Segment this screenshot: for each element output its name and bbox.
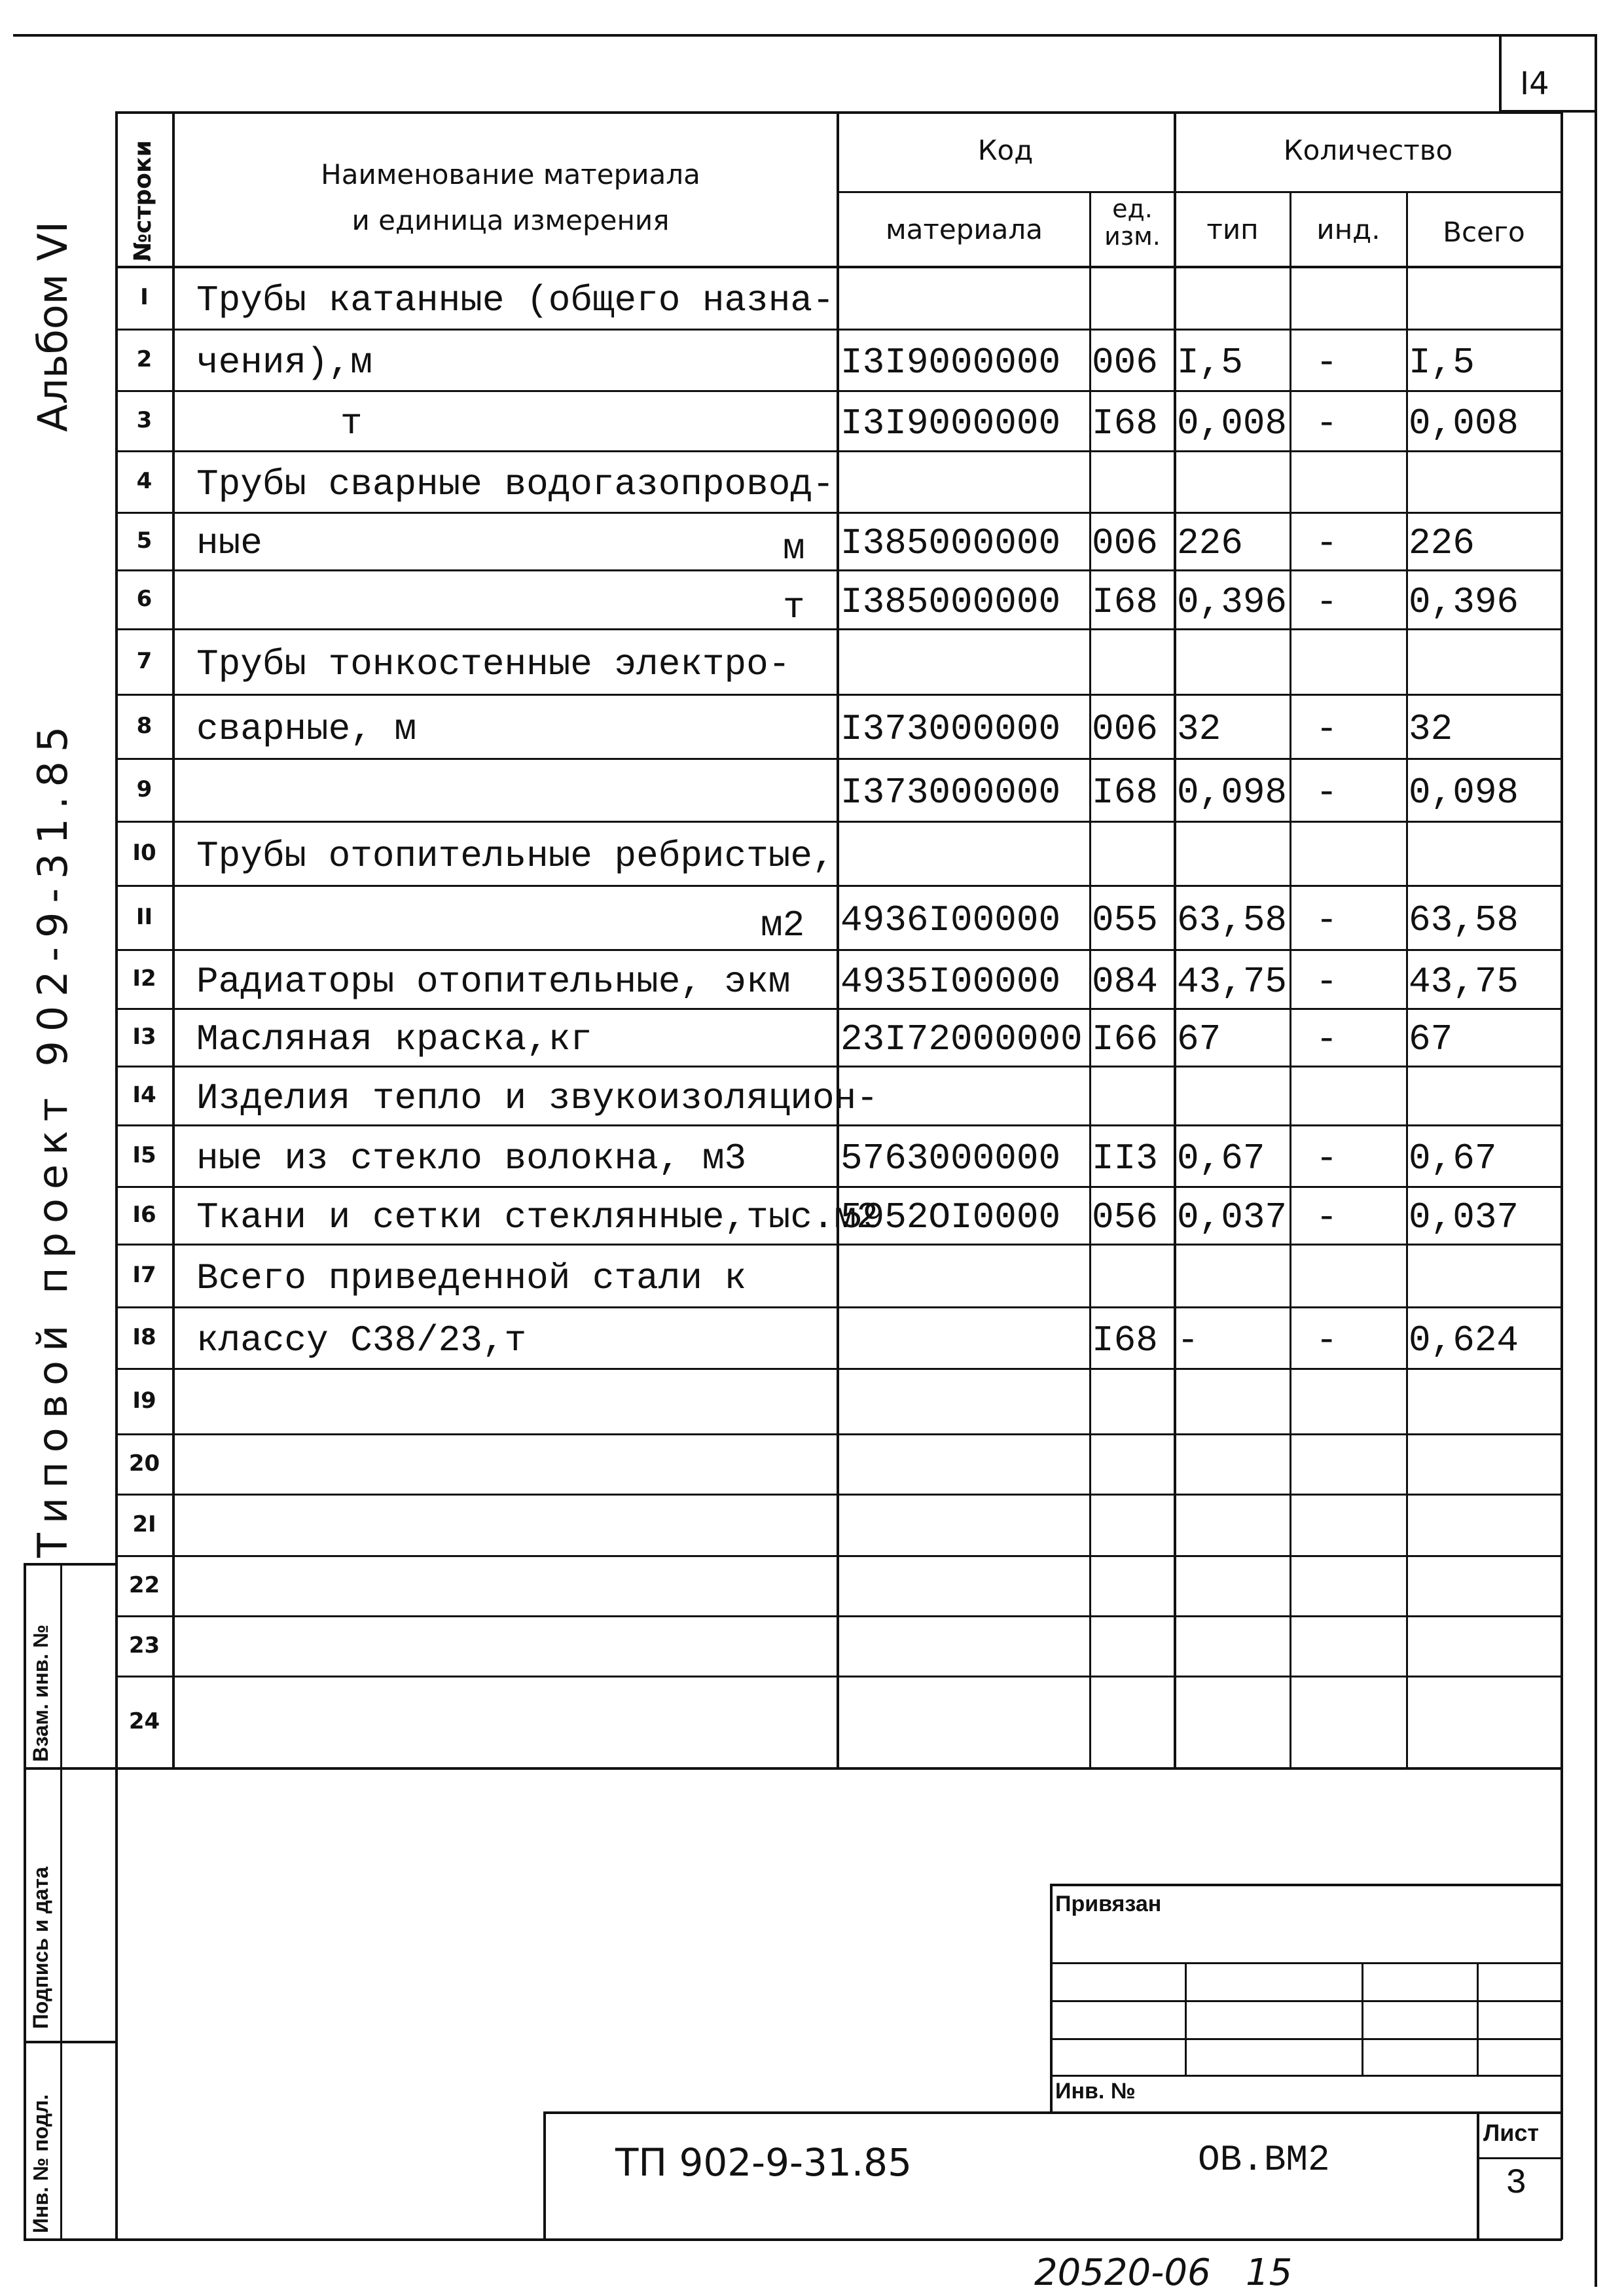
row-separator [115,1767,1562,1769]
header-code-material: материала [885,213,1043,245]
row-name: Всего приведенной стали к [196,1257,747,1299]
row-name: ные [196,522,262,565]
row-code: 4935I00000 [840,960,1061,1003]
tb-col-1 [1185,1962,1187,2076]
sheet-corner-number: I4 [1520,65,1549,102]
row-separator [115,885,1562,887]
row-number: 3 [136,407,153,433]
row-number: 6 [136,586,153,612]
row-name: Радиаторы отопительные, экм [196,960,791,1003]
stamp-sign-label: Подпись и дата [29,1867,52,2029]
row-number: 7 [136,648,153,674]
row-unit: 006 [1092,341,1158,384]
row-name: Ткани и сетки стеклянные,тыс.м2 [196,1196,878,1239]
row-number: I5 [132,1142,156,1168]
row-ind: - [1316,899,1338,941]
row-number: 5 [136,528,153,554]
col-line-2 [837,111,839,1768]
row-number: I3 [132,1024,156,1050]
row-unit: I68 [1092,771,1158,814]
row-ind: - [1316,1018,1338,1061]
row-type: I,5 [1177,341,1243,384]
row-unit: 084 [1092,960,1158,1003]
row-total: 0,008 [1409,402,1519,444]
corner-box-left [1499,34,1502,111]
row-total: 0,624 [1409,1319,1519,1361]
row-name: Трубы сварные водогазопровод- [196,463,835,505]
row-type: 0,098 [1177,771,1288,814]
row-type: 226 [1177,522,1243,565]
tb-inv-label: Инв. № [1055,2079,1136,2104]
row-separator [115,628,1562,630]
row-ind: - [1316,341,1338,384]
tb-col-3 [1477,1962,1479,2076]
row-separator [115,450,1562,452]
row-separator [115,1433,1562,1435]
row-code: I385000000 [840,581,1061,623]
row-ind: - [1316,581,1338,623]
row-separator [115,1555,1562,1557]
row-unit: 006 [1092,522,1158,565]
row-type: - [1177,1319,1199,1361]
tb-sheet-label: Лист [1483,2119,1540,2146]
row-separator [115,390,1562,392]
tb-attached-label: Привязан [1055,1892,1162,1916]
stamp-swap-label: Взам. инв. № [29,1624,52,1762]
row-code: 23I72000000 [840,1018,1083,1061]
row-number: I0 [132,840,156,866]
row-total: I,5 [1409,341,1475,384]
project-label: Типовой проект 902-9-31.85 [29,717,77,1558]
row-number: I9 [132,1388,156,1414]
row-unit: 055 [1092,899,1158,941]
row-name: ные из стекло волокна, м3 [196,1137,747,1179]
row-unit: 006 [1092,708,1158,750]
row-number: I4 [132,1082,156,1108]
row-separator [115,1615,1562,1617]
stamp-outer-left [24,1563,26,2240]
row-number: I [140,284,149,310]
header-code-unit: ед. изм. [1104,194,1161,251]
row-code: I385000000 [840,522,1061,565]
tb-sheet-sep [1477,2157,1562,2159]
row-code: I3I9000000 [840,341,1061,384]
header-qty-ind: инд. [1316,213,1380,245]
tb-col-2 [1362,1962,1363,2076]
row-separator [115,949,1562,951]
row-ind: - [1316,960,1338,1003]
tb-top [1050,1884,1562,1886]
row-ind: - [1316,708,1338,750]
row-name: чения),м [196,341,372,384]
tb-sheet-left [1477,2111,1479,2240]
row-name: т [340,402,363,444]
album-label: Альбом VI [29,221,77,432]
row-separator [115,1186,1562,1188]
row-total: 0,037 [1409,1196,1519,1239]
row-total: 0,396 [1409,581,1519,623]
tb-row-3 [1050,2038,1562,2040]
row-name-unit: м2 [761,904,805,946]
col-line-4 [1174,111,1176,1768]
tb-left [1050,1884,1053,2113]
top-frame-line [13,34,1597,37]
row-type: 63,58 [1177,899,1288,941]
row-type: 0,396 [1177,581,1288,623]
header-row-number: №строки [130,140,156,262]
row-number: I7 [132,1262,156,1288]
table-right-border [1561,111,1563,2240]
row-name: Трубы катанные (общего назна- [196,279,835,321]
row-number: 9 [136,776,153,802]
row-unit: I68 [1092,1319,1158,1361]
row-code: I373000000 [840,708,1061,750]
row-number: I6 [132,1202,156,1228]
header-code-group: Код [977,134,1034,166]
row-code: 5952OI0000 [840,1196,1061,1239]
row-number: I8 [132,1324,156,1350]
row-code: 4936I00000 [840,899,1061,941]
row-separator [115,512,1562,514]
row-separator [115,758,1562,760]
row-separator [115,1676,1562,1677]
row-code: I373000000 [840,771,1061,814]
row-separator [115,1494,1562,1496]
row-name: Изделия тепло и звукоизоляцион- [196,1077,878,1119]
row-number: 8 [136,713,153,739]
row-separator [115,1008,1562,1010]
row-type: 0,008 [1177,402,1288,444]
row-name: сварные, м [196,708,417,750]
row-ind: - [1316,1319,1338,1361]
row-name-unit: т [783,586,805,628]
stamp-top [24,1563,117,1566]
footer-code: 20520-06 15 [1034,2251,1293,2294]
row-unit: II3 [1092,1137,1158,1179]
row-ind: - [1316,1196,1338,1239]
row-separator [115,821,1562,823]
col-line-6 [1406,191,1408,1768]
right-frame-line [1595,34,1597,2287]
row-number: 24 [128,1708,160,1734]
row-total: 226 [1409,522,1475,565]
row-number: 2I [132,1511,156,1537]
row-unit: 056 [1092,1196,1158,1239]
row-number: 23 [128,1632,160,1659]
row-total: 63,58 [1409,899,1519,941]
row-type: 0,67 [1177,1137,1265,1179]
header-sub-line [838,191,1562,193]
col-line-5 [1290,191,1291,1768]
stamp-inv-label: Инв. № подл. [29,2094,52,2233]
stamp-inner-divider [60,1563,62,2240]
tb-mark: ОВ.ВМ2 [1198,2139,1330,2181]
row-total: 0,098 [1409,771,1519,814]
header-name: Наименование материала и единица измерения [321,158,700,236]
row-separator [115,569,1562,571]
row-unit: I66 [1092,1018,1158,1061]
row-ind: - [1316,402,1338,444]
header-qty-group: Количество [1283,134,1453,166]
row-total: 67 [1409,1018,1453,1061]
row-ind: - [1316,1137,1338,1179]
stamp-bottom [24,2238,117,2241]
row-name: Трубы отопительные ребристые, [196,834,835,877]
tb-row-4 [1050,2075,1562,2077]
row-separator [115,1124,1562,1126]
row-total: 32 [1409,708,1453,750]
row-number: 2 [136,346,153,372]
row-total: 43,75 [1409,960,1519,1003]
row-separator [115,1066,1562,1067]
row-number: I2 [132,965,156,992]
row-total: 0,67 [1409,1137,1497,1179]
row-separator [115,1244,1562,1246]
stamp-sep-1 [24,1767,117,1770]
header-qty-type: тип [1206,213,1259,245]
tb-main-top [543,2111,1562,2114]
row-number: 4 [136,468,153,494]
row-code: I3I9000000 [840,402,1061,444]
row-code: 5763000000 [840,1137,1061,1179]
tb-row-2 [1050,2000,1562,2002]
tb-row-1 [1050,1962,1562,1964]
col-line-3 [1089,191,1091,1768]
row-type: 67 [1177,1018,1221,1061]
row-separator [115,329,1562,331]
row-ind: - [1316,771,1338,814]
row-separator [115,694,1562,696]
table-bottom-border [115,2238,1562,2241]
row-name: Трубы тонкостенные электро- [196,643,791,685]
row-separator [115,1368,1562,1370]
tb-doc-code: ТП 902-9-31.85 [615,2140,912,2185]
stamp-sep-2 [24,2041,117,2043]
row-ind: - [1316,522,1338,565]
col-line-1 [172,111,175,1768]
row-number: II [135,904,153,930]
row-type: 32 [1177,708,1221,750]
row-number: 20 [128,1450,160,1477]
tb-sheet-number: 3 [1506,2164,1527,2204]
row-type: 43,75 [1177,960,1288,1003]
row-number: 22 [128,1572,160,1598]
row-separator [115,1306,1562,1308]
row-name: классу С38/23,т [196,1319,527,1361]
row-unit: I68 [1092,402,1158,444]
header-qty-total: Всего [1443,216,1525,248]
row-name-unit: м [783,528,805,570]
tb-main-left [543,2111,546,2240]
row-type: 0,037 [1177,1196,1288,1239]
row-name: Масляная краска,кг [196,1018,592,1061]
row-unit: I68 [1092,581,1158,623]
